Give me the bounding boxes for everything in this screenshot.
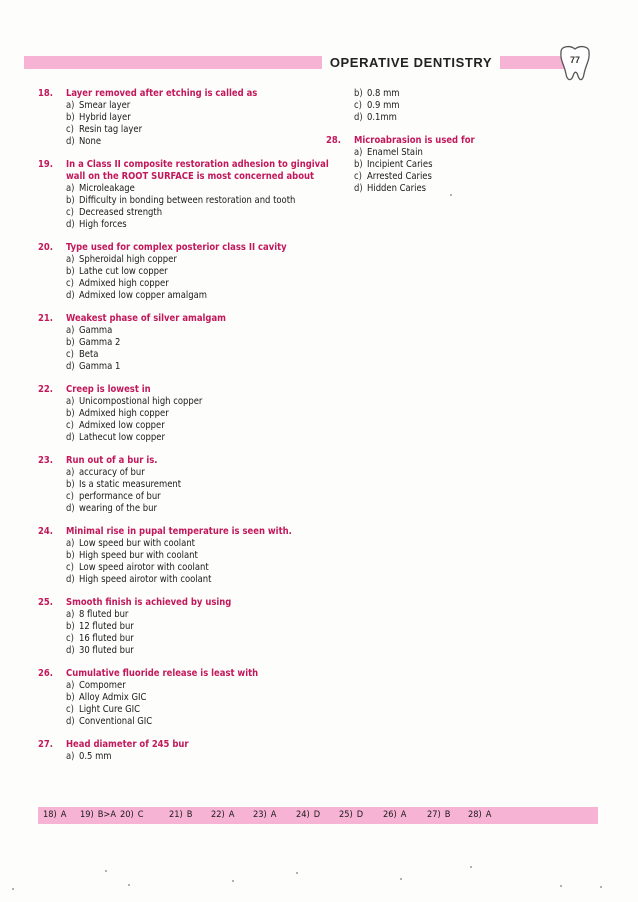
- answer-option: [354, 112, 596, 124]
- option-text: Smear layer: [79, 100, 131, 111]
- question-number: 24.: [38, 526, 53, 537]
- answer-question-number: 24): [296, 809, 310, 820]
- answer-question-number: 23): [253, 809, 267, 820]
- answer-option: [66, 195, 338, 207]
- option-letter: d): [66, 503, 75, 514]
- question-number: 18.: [38, 88, 53, 99]
- option-letter: c): [66, 207, 74, 218]
- option-list: [38, 680, 338, 728]
- option-list: [38, 396, 338, 444]
- option-letter: a): [66, 183, 75, 194]
- answer-option: [66, 692, 338, 704]
- answer-option: [66, 136, 338, 148]
- answer-option: [354, 100, 596, 112]
- answer-key-item: [468, 809, 491, 820]
- question-number: 25.: [38, 597, 53, 608]
- question-stem: [38, 242, 338, 254]
- answer-option: [354, 147, 596, 159]
- answer-question-number: 21): [169, 809, 183, 820]
- answer-key-item: [43, 809, 66, 820]
- option-letter: a): [66, 467, 75, 478]
- question-number: 26.: [38, 668, 53, 679]
- answer-letter: A: [485, 809, 492, 820]
- option-letter: b): [66, 550, 75, 561]
- option-letter: d): [66, 716, 75, 727]
- option-letter: b): [354, 88, 363, 99]
- question-stem: [38, 597, 338, 609]
- option-text: Decreased strength: [79, 207, 163, 218]
- question-block: [38, 526, 338, 586]
- option-letter: c): [66, 420, 74, 431]
- question-block: [38, 384, 338, 444]
- answer-option: [66, 183, 338, 195]
- question-block: [326, 135, 596, 195]
- option-text: Conventional GIC: [79, 716, 153, 727]
- option-text: Admixed low copper: [79, 420, 165, 431]
- option-letter: a): [66, 680, 75, 691]
- answer-option: [66, 479, 338, 491]
- option-text: Unicompostional high copper: [79, 396, 203, 407]
- answer-option: [66, 716, 338, 728]
- option-letter: c): [66, 562, 74, 573]
- option-text: High speed airotor with coolant: [79, 574, 212, 585]
- answer-key-bar: [38, 807, 598, 824]
- option-text: Admixed high copper: [79, 408, 169, 419]
- option-letter: d): [354, 112, 363, 123]
- option-letter: d): [66, 361, 75, 372]
- option-text: Lathe cut low copper: [79, 266, 168, 277]
- answer-option: [66, 100, 338, 112]
- question-text: Cumulative fluoride release is least with: [66, 668, 259, 679]
- option-letter: a): [66, 396, 75, 407]
- option-list: [38, 183, 338, 231]
- option-text: Difficulty in bonding between restoration and tooth: [79, 195, 296, 206]
- option-letter: c): [66, 278, 74, 289]
- answer-question-number: 25): [339, 809, 353, 820]
- question-number: 28.: [326, 135, 341, 146]
- option-list: [38, 751, 338, 763]
- option-letter: d): [66, 290, 75, 301]
- option-text: Beta: [79, 349, 99, 360]
- answer-question-number: 19): [80, 809, 94, 820]
- answer-option: [66, 645, 338, 657]
- option-text: Resin tag layer: [79, 124, 143, 135]
- right-column: [326, 88, 596, 206]
- option-text: Incipient Caries: [367, 159, 433, 170]
- answer-option: [66, 609, 338, 621]
- question-block: [38, 597, 338, 657]
- answer-letter: C: [137, 809, 144, 820]
- option-letter: a): [66, 325, 75, 336]
- answer-option: [66, 112, 338, 124]
- answer-option: [66, 124, 338, 136]
- question-number: 22.: [38, 384, 53, 395]
- answer-option: [66, 325, 338, 337]
- option-letter: c): [66, 704, 74, 715]
- answer-question-number: 26): [383, 809, 397, 820]
- question-stem: [38, 739, 338, 751]
- question-number: 21.: [38, 313, 53, 324]
- answer-option: [66, 337, 338, 349]
- answer-option: [66, 467, 338, 479]
- answer-key-item: [253, 809, 276, 820]
- answer-key-item: [211, 809, 234, 820]
- answer-question-number: 18): [43, 809, 57, 820]
- answer-option: [66, 207, 338, 219]
- option-letter: d): [66, 136, 75, 147]
- answer-option: [66, 432, 338, 444]
- option-text: Alloy Admix GIC: [79, 692, 147, 703]
- question-number: 19.: [38, 159, 53, 170]
- header-band-left: [24, 56, 322, 69]
- answer-option: [66, 751, 338, 763]
- answer-option: [66, 503, 338, 515]
- answer-option: [66, 491, 338, 503]
- option-list: [38, 609, 338, 657]
- option-text: 0.9 mm: [367, 100, 400, 111]
- option-letter: a): [66, 100, 75, 111]
- answer-option: [354, 159, 596, 171]
- answer-letter: B: [186, 809, 193, 820]
- section-title: OPERATIVE DENTISTRY: [329, 55, 493, 70]
- option-list: [326, 147, 596, 195]
- option-letter: c): [66, 349, 74, 360]
- option-text: Admixed high copper: [79, 278, 169, 289]
- option-letter: b): [66, 621, 75, 632]
- answer-option: [66, 219, 338, 231]
- answer-key-item: [383, 809, 406, 820]
- option-list: [326, 88, 596, 124]
- question-number: 27.: [38, 739, 53, 750]
- option-text: 8 fluted bur: [79, 609, 129, 620]
- question-stem: [38, 526, 338, 538]
- question-block: [38, 739, 338, 763]
- question-block: [38, 313, 338, 373]
- answer-option: [66, 574, 338, 586]
- option-letter: a): [66, 538, 75, 549]
- answer-letter: A: [228, 809, 235, 820]
- question-text: Type used for complex posterior class II cavity: [66, 242, 287, 253]
- option-letter: b): [66, 112, 75, 123]
- page-number: 77: [569, 55, 580, 65]
- option-letter: b): [66, 479, 75, 490]
- answer-option: [66, 254, 338, 266]
- answer-option: [354, 171, 596, 183]
- option-letter: c): [354, 100, 362, 111]
- answer-option: [66, 704, 338, 716]
- question-block: [38, 159, 338, 231]
- answer-question-number: 20): [120, 809, 134, 820]
- question-continuation: [326, 88, 596, 124]
- question-stem: [38, 455, 338, 467]
- option-text: Is a static measurement: [79, 479, 182, 490]
- answer-option: [66, 621, 338, 633]
- question-stem: [326, 135, 596, 147]
- option-letter: a): [354, 147, 363, 158]
- option-text: Low speed airotor with coolant: [79, 562, 209, 573]
- answer-option: [66, 538, 338, 550]
- option-letter: d): [66, 574, 75, 585]
- question-block: [38, 242, 338, 302]
- option-text: Enamel Stain: [367, 147, 423, 158]
- option-letter: c): [66, 124, 74, 135]
- option-text: 12 fluted bur: [79, 621, 134, 632]
- option-letter: a): [66, 751, 75, 762]
- question-text: Head diameter of 245 bur: [66, 739, 189, 750]
- option-text: High speed bur with coolant: [79, 550, 198, 561]
- question-stem: [38, 88, 338, 100]
- answer-option: [354, 88, 596, 100]
- option-text: wearing of the bur: [79, 503, 157, 514]
- option-text: 16 fluted bur: [79, 633, 134, 644]
- option-letter: c): [66, 633, 74, 644]
- question-stem: [38, 668, 338, 680]
- option-list: [38, 325, 338, 373]
- answer-letter: A: [270, 809, 277, 820]
- answer-option: [66, 633, 338, 645]
- answer-option: [66, 562, 338, 574]
- answer-option: [354, 183, 596, 195]
- option-text: accuracy of bur: [79, 467, 145, 478]
- answer-key-item: [339, 809, 363, 820]
- question-text: In a Class II composite restoration adhesion to gingival wall on the ROOT SURFACE is most concerned about: [66, 159, 329, 182]
- question-number: 23.: [38, 455, 53, 466]
- answer-question-number: 27): [427, 809, 441, 820]
- option-letter: d): [66, 432, 75, 443]
- answer-letter: D: [356, 809, 364, 820]
- answer-option: [66, 349, 338, 361]
- question-stem: [38, 159, 338, 183]
- option-text: Hybrid layer: [79, 112, 131, 123]
- question-text: Weakest phase of silver amalgam: [66, 313, 226, 324]
- answer-key-item: [296, 809, 320, 820]
- option-letter: d): [354, 183, 363, 194]
- answer-option: [66, 290, 338, 302]
- option-text: Gamma 1: [79, 361, 121, 372]
- option-letter: b): [66, 692, 75, 703]
- option-letter: b): [354, 159, 363, 170]
- option-text: Light Cure GIC: [79, 704, 141, 715]
- answer-letter: A: [60, 809, 67, 820]
- page-header: [24, 52, 616, 74]
- option-letter: b): [66, 337, 75, 348]
- option-text: Gamma: [79, 325, 113, 336]
- answer-letter: B>A: [97, 809, 116, 820]
- option-letter: d): [66, 219, 75, 230]
- answer-letter: B: [444, 809, 451, 820]
- answer-option: [66, 266, 338, 278]
- question-block: [38, 668, 338, 728]
- option-letter: c): [354, 171, 362, 182]
- answer-key-item: [427, 809, 450, 820]
- answer-question-number: 28): [468, 809, 482, 820]
- question-text: Minimal rise in pupal temperature is seen with.: [66, 526, 292, 537]
- answer-key-item: [80, 809, 116, 820]
- answer-letter: D: [313, 809, 321, 820]
- option-text: Arrested Caries: [367, 171, 432, 182]
- question-text: Run out of a bur is.: [66, 455, 158, 466]
- answer-key-item: [169, 809, 192, 820]
- answer-option: [66, 361, 338, 373]
- option-letter: d): [66, 645, 75, 656]
- option-text: Microleakage: [79, 183, 135, 194]
- option-text: Gamma 2: [79, 337, 121, 348]
- answer-option: [66, 680, 338, 692]
- option-text: Hidden Caries: [367, 183, 427, 194]
- question-text: Layer removed after etching is called as: [66, 88, 258, 99]
- question-text: Creep is lowest in: [66, 384, 151, 395]
- option-letter: b): [66, 195, 75, 206]
- option-text: performance of bur: [79, 491, 161, 502]
- answer-letter: A: [400, 809, 407, 820]
- answer-option: [66, 408, 338, 420]
- option-letter: c): [66, 491, 74, 502]
- question-stem: [38, 313, 338, 325]
- option-list: [38, 100, 338, 148]
- answer-option: [66, 420, 338, 432]
- option-text: Admixed low copper amalgam: [79, 290, 208, 301]
- answer-option: [66, 396, 338, 408]
- tooth-icon: [556, 44, 594, 84]
- option-text: 0.5 mm: [79, 751, 112, 762]
- left-column: [38, 88, 338, 774]
- question-text: Microabrasion is used for: [354, 135, 475, 146]
- answer-question-number: 22): [211, 809, 225, 820]
- option-text: 0.8 mm: [367, 88, 400, 99]
- question-number: 20.: [38, 242, 53, 253]
- option-list: [38, 538, 338, 586]
- option-text: Spheroidal high copper: [79, 254, 177, 265]
- option-letter: b): [66, 408, 75, 419]
- option-text: High forces: [79, 219, 127, 230]
- option-list: [38, 467, 338, 515]
- option-list: [38, 254, 338, 302]
- option-text: Lathecut low copper: [79, 432, 165, 443]
- question-text: Smooth finish is achieved by using: [66, 597, 232, 608]
- question-block: [38, 88, 338, 148]
- answer-key-item: [120, 809, 144, 820]
- option-text: Compomer: [79, 680, 126, 691]
- option-text: Low speed bur with coolant: [79, 538, 195, 549]
- answer-option: [66, 278, 338, 290]
- option-letter: b): [66, 266, 75, 277]
- question-stem: [38, 384, 338, 396]
- option-letter: a): [66, 254, 75, 265]
- question-block: [38, 455, 338, 515]
- option-text: 30 fluted bur: [79, 645, 134, 656]
- option-text: 0.1mm: [367, 112, 397, 123]
- option-text: None: [79, 136, 102, 147]
- option-letter: a): [66, 609, 75, 620]
- answer-option: [66, 550, 338, 562]
